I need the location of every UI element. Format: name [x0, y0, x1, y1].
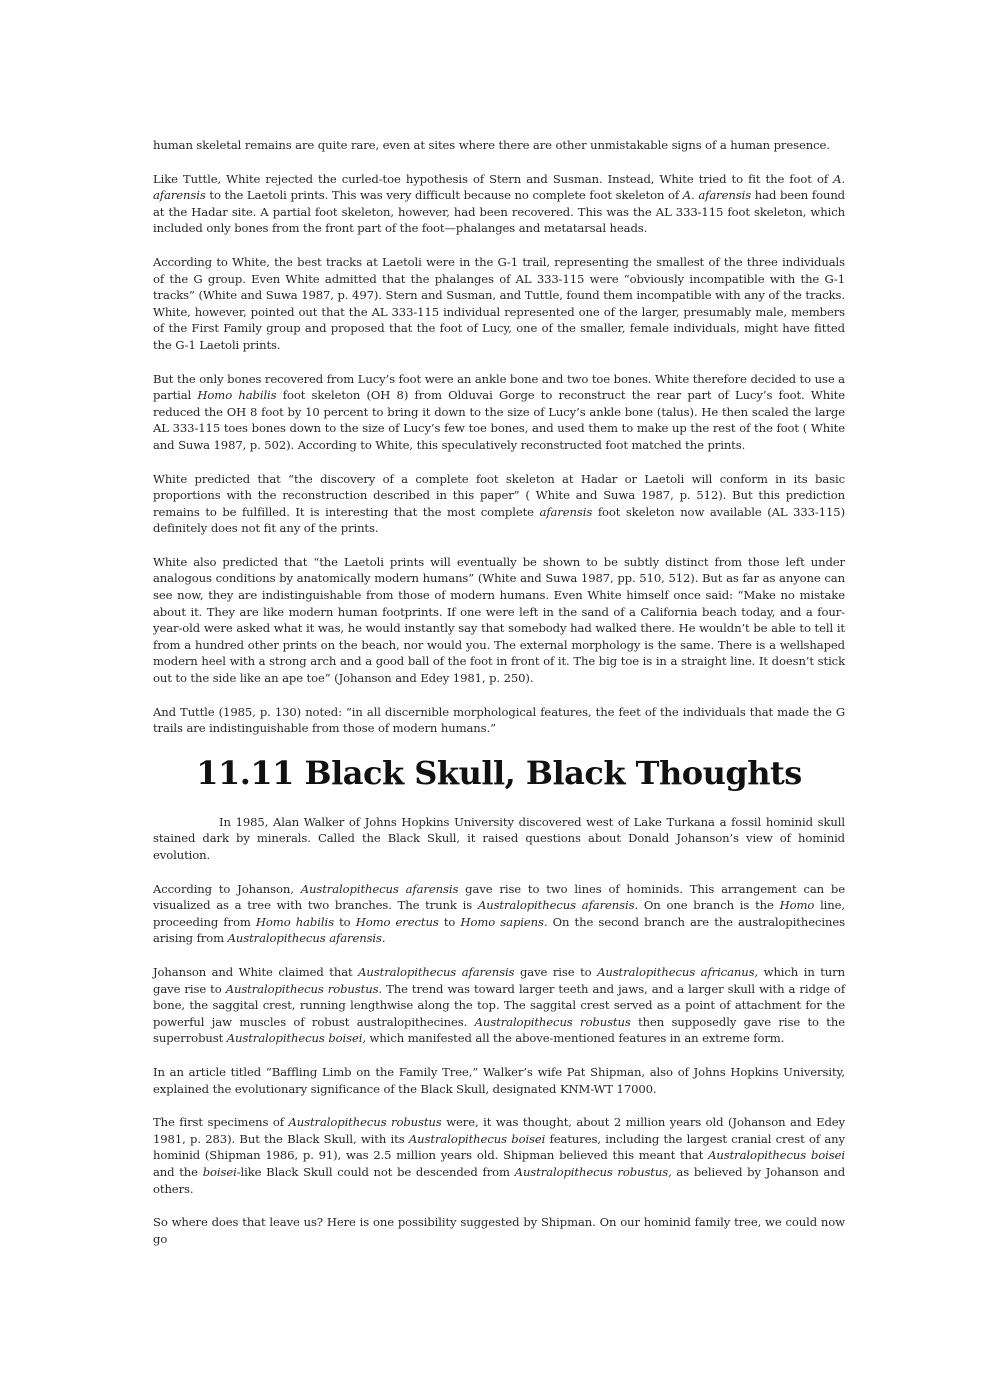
paragraph: In an article titled “Baffling Limb on the Family Tree,” Walker’s wife Pat Shipman, also of Johns Hopkins University, explained the evolutionary significance of the Black Skull, designated KNM-WT 17000.: [153, 1064, 845, 1096]
paragraph: The first specimens of Australopithecus robustus were, it was thought, about 2 million years old (Johanson and Edey 1981, p. 283). But the Black Skull, with its Australopithecus boisei features, including the largest cranial crest of any hominid (Shipman 1986, p. 91), was 2.5 million years old. Shipman believed this meant that Australopithecus boisei and the boisei-like Black Skull could not be descended from Australopithecus robustus, as believed by Johanson and others.: [153, 1115, 846, 1196]
paragraph: According to Johanson, Australopithecus afarensis gave rise to two lines of hominids. This arrangement can be visualized as a tree with two branches. The trunk is Australopithecus afarensis. On one branch is the Homo line, proceeding from Homo habilis to Homo erectus to Homo sapiens. On the second branch are the australopithecines arising from Australopithecus afarensis.: [153, 881, 846, 946]
paragraph: So where does that leave us? Here is one possibility suggested by Shipman. On our hominid family tree, we could now go: [153, 1215, 845, 1246]
document-page: [153, 137, 845, 1264]
paragraph: human skeletal remains are quite rare, even at sites where there are other unmistakable signs of a human presence.: [153, 138, 830, 152]
paragraph: Like Tuttle, White rejected the curled-toe hypothesis of Stern and Susman. Instead, White tried to fit the foot of A. afarensis to the Laetoli prints. This was very difficult because no complete foot skeleton of A. afarensis had been found at the Hadar site. A partial foot skeleton, however, had been recovered. This was the AL 333-115 foot skeleton, which included only bones from the front part of the foot—phalanges and metatarsal heads.: [153, 171, 846, 236]
section-heading: 11.11 Black Skull, Black Thoughts: [196, 753, 802, 792]
paragraph: Johanson and White claimed that Australopithecus afarensis gave rise to Australopithecus africanus, which in turn gave rise to Australopithecus robustus. The trend was toward larger teeth and jaws, and a larger skull with a ridge of bone, the saggital crest, running lengthwise along the top. The saggital crest served as a point of attachment for the powerful jaw muscles of robust australopithecines. Australopithecus robustus then supposedly gave rise to the superrobust Australopithecus boisei, which manifested all the above-mentioned features in an extreme form.: [153, 964, 846, 1046]
paragraph: According to White, the best tracks at Laetoli were in the G-1 trail, representing the smallest of the three individuals of the G group. Even White admitted that the phalanges of AL 333-115 were “obviously incompatible with the G-1 tracks” (White and Suwa 1987, p. 497). Stern and Susman, and Tuttle, found them incompatible with any of the tracks. White, however, pointed out that the AL 333-115 individual represented one of the larger, presumably male, members of the First Family group and proposed that the foot of Lucy, one of the smaller, female individuals, might have fitted the G-1 Laetoli prints.: [153, 254, 845, 352]
paragraph: In 1985, Alan Walker of Johns Hopkins University discovered west of Lake Turkana a fossil hominid skull stained dark by minerals. Called the Black Skull, it raised questions about Donald Johanson’s view of hominid evolution.: [153, 814, 845, 862]
paragraph: But the only bones recovered from Lucy’s foot were an ankle bone and two toe bones. White therefore decided to use a partial Homo habilis foot skeleton (OH 8) from Olduvai Gorge to reconstruct the rear part of Lucy’s foot. White reduced the OH 8 foot by 10 percent to bring it down to the size of Lucy’s ankle bone (talus). He then scaled the large AL 333-115 toes bones down to the size of Lucy’s few toe bones, and used them to make up the rest of the foot ( White and Suwa 1987, p. 502). According to White, this speculatively reconstructed foot matched the prints.: [153, 371, 845, 452]
paragraph: White predicted that “the discovery of a complete foot skeleton at Hadar or Laetoli will conform in its basic proportions with the reconstruction described in this paper” ( White and Suwa 1987, p. 512). But this prediction remains to be fulfilled. It is interesting that the most complete afarensis foot skeleton now available (AL 333-115) definitely does not fit any of the prints.: [153, 471, 845, 536]
paragraph: And Tuttle (1985, p. 130) noted: “in all discernible morphological features, the feet of the individuals that made the G trails are indistinguishable from those of modern humans.”: [153, 704, 845, 736]
paragraph: White also predicted that “the Laetoli prints will eventually be shown to be subtly distinct from those left under analogous conditions by anatomically modern humans” (White and Suwa 1987, pp. 510, 512). But as far as anyone can see now, they are indistinguishable from those of modern humans. Even White himself once said: “Make no mistake about it. They are like modern human footprints. If one were left in the sand of a California beach today, and a four-year-old were asked what it was, he would instantly say that somebody had walked there. He wouldn’t be able to tell it from a hundred other prints on the beach, nor would you. The external morphology is the same. There is a wellshaped modern heel with a strong arch and a good ball of the foot in front of it. The big toe is in a straight line. It doesn’t stick out to the side like an ape toe” (Johanson and Edey 1981, p. 250).: [153, 554, 845, 686]
